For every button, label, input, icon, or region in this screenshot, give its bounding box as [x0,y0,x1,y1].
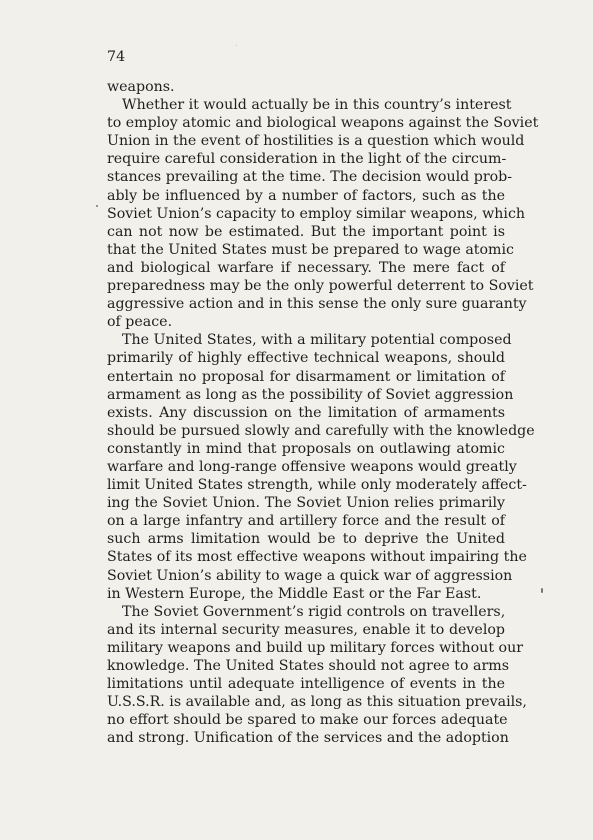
text-line: U.S.S.R. is available and, as long as this situation prevails, [107,694,527,711]
text-line: weapons. [107,79,175,95]
text-line: on a large infantry and artillery force and the result of [107,513,505,530]
text-line: warfare and long-range offensive weapons would greatly [107,458,517,475]
text-line: and its internal security measures, enable it to develop [107,621,505,638]
text-line: ing the Soviet Union. The Soviet Union relies primarily [107,495,505,512]
text-line: no effort should be spared to make our forces adequate [107,712,508,729]
paper-speck [541,588,543,593]
text-line: limit United States strength, while only moderately affect- [107,477,527,494]
text-line: that the United States must be prepared to wage atomic [107,241,514,258]
text-line: States of its most effective weapons without impairing the [107,549,527,566]
paper-speck [236,45,237,46]
text-line: entertain no proposal for disarmament or limitation of [107,368,505,385]
text-line: stances prevailing at the time. The decision would prob- [107,169,513,186]
text-line: aggressive action and in this sense the only sure guaranty [107,296,527,313]
text-line: and biological warfare if necessary. The mere fact of [107,259,505,276]
text-line: should be pursued slowly and carefully with the knowledge [107,422,535,439]
text-line: Soviet Union’s ability to wage a quick war of aggression [107,567,513,584]
text-line: preparedness may be the only powerful deterrent to Soviet [107,278,534,295]
text-line: Soviet Union’s capacity to employ similar weapons, which [107,205,526,222]
text-line: can not now be estimated. But the important point is [107,223,505,240]
text-line: ably be influenced by a number of factors, such as the [107,187,505,204]
page-number: 74 [107,49,126,65]
text-line: Union in the event of hostilities is a question which would [107,133,525,150]
text-line: constantly in mind that proposals on outlawing atomic [107,440,505,457]
text-line: such arms limitation would be to deprive the United [107,531,505,548]
text-line: to employ atomic and biological weapons against the Soviet [107,115,539,132]
text-line: Whether it would actually be in this country’s interest [122,97,512,114]
text-line: primarily of highly effective technical weapons, should [107,350,505,367]
paper-speck [96,205,98,207]
text-line: The United States, with a military potential composed [122,332,512,349]
text-line: knowledge. The United States should not agree to arms [107,658,509,674]
body-text [107,78,539,747]
text-line: in Western Europe, the Middle East or the Far East. [107,585,482,602]
text-line: The Soviet Government’s rigid controls on travellers, [122,603,506,620]
text-line: require careful consideration in the light of the circum- [107,151,507,168]
text-line: limitations until adequate intelligence of events in the [107,676,505,693]
text-line: armament as long as the possibility of Soviet aggression [107,386,514,403]
text-line: of peace. [107,314,173,331]
text-line: exists. Any discussion on the limitation of armaments [107,404,505,421]
text-line: and strong. Unification of the services and the adoption [107,730,509,747]
text-line: military weapons and build up military forces without our [107,639,523,656]
